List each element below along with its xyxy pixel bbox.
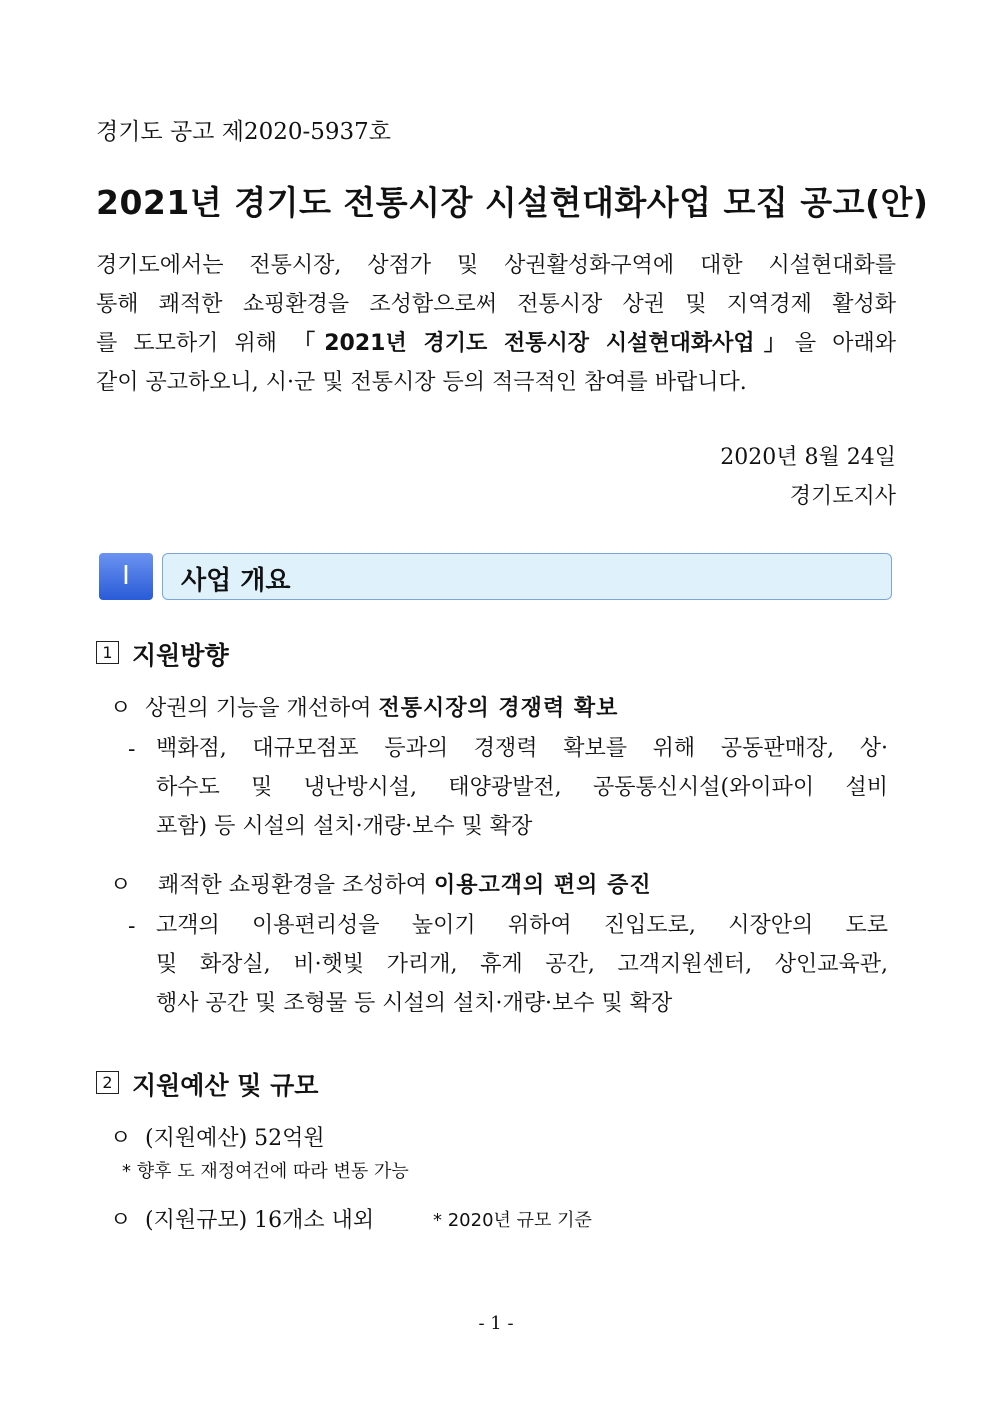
dash-line: 고객의 이용편리성을 높이기 위하여 진입도로, 시장안의 도로 [156,913,888,938]
intro-line [96,324,896,363]
bullet-text: 상권의 기능을 개선하여 [145,696,379,721]
project-name: 「2021년 경기도 전통시장 시설현대화사업」 [293,331,795,356]
dash-mark: - [128,737,136,762]
bullet-item: (지원예산) 52억원 [145,1126,325,1151]
section-number-badge: Ⅰ [99,553,153,600]
bullet-emphasis: 전통시장의 경쟁력 확보 [378,696,619,721]
dash-line: 하수도 및 냉난방시설, 태양광발전, 공동통신시설(와이파이 설비 [156,775,888,800]
notice-number: 경기도 공고 제2020-5937호 [96,119,391,145]
intro-line: 경기도에서는 전통시장, 상점가 및 상권활성화구역에 대한 시설현대화를 [96,253,896,278]
bullet-item [158,868,652,899]
dash-line: 백화점, 대규모점포 등과의 경쟁력 확보를 위해 공동판매장, 상· [156,736,888,761]
issuer: 경기도지사 [789,484,896,509]
subsection-number-box: 1 [96,641,119,664]
intro-text: 을 아래와 [794,331,896,356]
dash-paragraph [156,729,888,846]
intro-text: 를 도모하기 위해 [96,331,294,356]
bullet-mark: ㅇ [110,1126,132,1151]
bullet-text: 쾌적한 쇼핑환경을 조성하여 [158,873,435,898]
intro-line: 같이 공고하오니, 시·군 및 전통시장 등의 적극적인 참여를 바랍니다. [96,370,747,395]
bullet-emphasis: 이용고객의 편의 증진 [434,873,652,898]
page-number: - 1 - [478,1313,514,1334]
bullet-mark: ㅇ [110,873,132,898]
notice-date: 2020년 8월 24일 [720,445,896,470]
dash-line: 포함) 등 시설의 설치·개량·보수 및 확장 [156,814,533,839]
dash-line: 행사 공간 및 조형물 등 시설의 설치·개량·보수 및 확장 [156,991,673,1016]
document-title: 2021년 경기도 전통시장 시설현대화사업 모집 공고(안) [96,183,929,222]
dash-line: 및 화장실, 비·햇빛 가리개, 휴게 공간, 고객지원센터, 상인교육관, [156,952,888,977]
subsection-number-box: 2 [96,1071,119,1094]
subsection-title: 지원예산 및 규모 [132,1071,319,1100]
bullet-mark: ㅇ [110,696,132,721]
subsection-title: 지원방향 [132,641,229,670]
bullet-item: (지원규모) 16개소 내외 [145,1208,375,1233]
intro-line: 통해 쾌적한 쇼핑환경을 조성함으로써 전통시장 상권 및 지역경제 활성화 [96,292,896,317]
dash-mark: - [128,914,136,939]
footnote: * 향후 도 재정여건에 따라 변동 가능 [122,1161,409,1182]
bullet-item [145,691,618,722]
section-title: 사업 개요 [181,566,291,596]
bullet-mark: ㅇ [110,1208,132,1233]
dash-paragraph [156,906,888,1023]
footnote: * 2020년 규모 기준 [433,1210,592,1231]
intro-paragraph [96,246,896,402]
